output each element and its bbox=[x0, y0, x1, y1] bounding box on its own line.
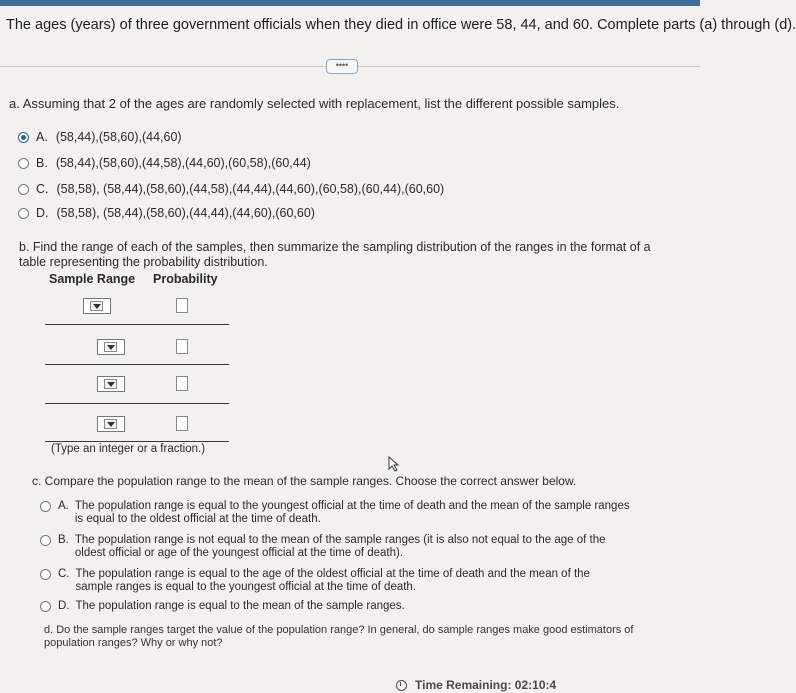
sample-range-dropdown-4[interactable] bbox=[97, 416, 125, 432]
table-header-probability: Probability bbox=[153, 272, 218, 286]
question-text: The ages (years) of three government officials when they died in office were 58, 44, and 60. Complete parts (a) through (d). bbox=[6, 17, 796, 33]
option-text: (58,58), (58,44),(58,60),(44,44),(44,60),(60,60) bbox=[56, 206, 315, 220]
radio-icon[interactable] bbox=[40, 535, 51, 546]
option-text: (58,58), (58,44),(58,60),(44,58),(44,44),(44,60),(60,58),(60,44),(60,60) bbox=[56, 182, 445, 196]
probability-input-3[interactable] bbox=[176, 376, 188, 391]
part-a-option-d[interactable] bbox=[18, 206, 315, 220]
option-text: The population range is not equal to the mean of the sample ranges (it is also not equal to the age of the oldest official or age of the youngest official at the time of death). bbox=[74, 534, 606, 559]
radio-icon[interactable] bbox=[40, 501, 51, 512]
probability-input-1[interactable] bbox=[176, 298, 188, 313]
radio-icon[interactable] bbox=[18, 184, 29, 195]
part-d-prompt: d. Do the sample ranges target the value of the population range? In general, do sample ranges make good estimators of population ranges? Why or why not? bbox=[44, 624, 634, 649]
part-c-option-b[interactable] bbox=[40, 534, 630, 560]
option-text: (58,44),(58,60),(44,58),(44,60),(60,58),(60,44) bbox=[55, 156, 311, 170]
option-letter: C. bbox=[58, 568, 70, 580]
table-row-divider bbox=[45, 364, 229, 365]
chevron-down-icon bbox=[104, 342, 117, 352]
sample-range-dropdown-3[interactable] bbox=[97, 376, 125, 392]
radio-icon[interactable] bbox=[40, 601, 51, 612]
table-header-sample-range: Sample Range bbox=[49, 272, 136, 286]
time-remaining-label: Time Remaining: 02:10:4 bbox=[415, 678, 557, 692]
radio-icon[interactable] bbox=[18, 158, 29, 169]
table-row-divider bbox=[45, 324, 229, 325]
part-a-prompt: a. Assuming that 2 of the ages are randomly selected with replacement, list the different possible samples. bbox=[9, 96, 620, 111]
chevron-down-icon bbox=[90, 301, 103, 311]
option-letter: B. bbox=[58, 534, 69, 546]
sample-range-dropdown-1[interactable] bbox=[83, 298, 111, 314]
input-hint: (Type an integer or a fraction.) bbox=[51, 443, 206, 455]
radio-selected-icon[interactable] bbox=[18, 132, 29, 143]
option-text: The population range is equal to the mean of the sample ranges. bbox=[75, 600, 405, 612]
part-b-prompt: b. Find the range of each of the samples, then summarize the sampling distribution of the ranges in the format of a table representing the probability distribution. bbox=[19, 240, 651, 269]
part-c-option-d[interactable] bbox=[40, 600, 630, 613]
top-accent-bar bbox=[0, 0, 700, 6]
part-c-option-a[interactable] bbox=[40, 500, 630, 526]
mouse-cursor-icon bbox=[388, 456, 402, 472]
part-c-option-c[interactable] bbox=[40, 568, 630, 594]
clock-icon bbox=[396, 680, 407, 691]
chevron-down-icon bbox=[104, 379, 117, 389]
sample-range-dropdown-2[interactable] bbox=[97, 339, 125, 355]
table-row-divider bbox=[45, 441, 229, 442]
option-letter: A. bbox=[58, 500, 69, 512]
time-remaining bbox=[396, 678, 556, 692]
probability-input-4[interactable] bbox=[176, 416, 188, 431]
part-a-option-c[interactable] bbox=[18, 182, 444, 196]
option-text: The population range is equal to the age of the oldest official at the time of death and the mean of the sample ranges is equal to the youngest official at the time of death. bbox=[75, 568, 590, 593]
option-letter: D. bbox=[36, 206, 49, 220]
part-c-prompt: c. Compare the population range to the mean of the sample ranges. Choose the correct answer below. bbox=[32, 474, 577, 488]
expand-more-button[interactable]: •••• bbox=[326, 59, 358, 74]
part-a-option-b[interactable] bbox=[18, 156, 311, 170]
option-text: (58,44),(58,60),(44,60) bbox=[55, 130, 182, 144]
radio-icon[interactable] bbox=[18, 208, 29, 219]
radio-icon[interactable] bbox=[40, 569, 51, 580]
option-letter: C. bbox=[36, 182, 49, 196]
option-text: The population range is equal to the youngest official at the time of death and the mean of the sample ranges is equal to the oldest official at the time of death. bbox=[74, 500, 630, 525]
option-letter: B. bbox=[36, 156, 48, 170]
probability-input-2[interactable] bbox=[176, 339, 188, 354]
option-letter: D. bbox=[58, 600, 70, 612]
option-letter: A. bbox=[36, 130, 48, 144]
part-a-option-a[interactable] bbox=[18, 130, 182, 144]
table-row-divider bbox=[45, 403, 229, 404]
chevron-down-icon bbox=[104, 419, 117, 429]
